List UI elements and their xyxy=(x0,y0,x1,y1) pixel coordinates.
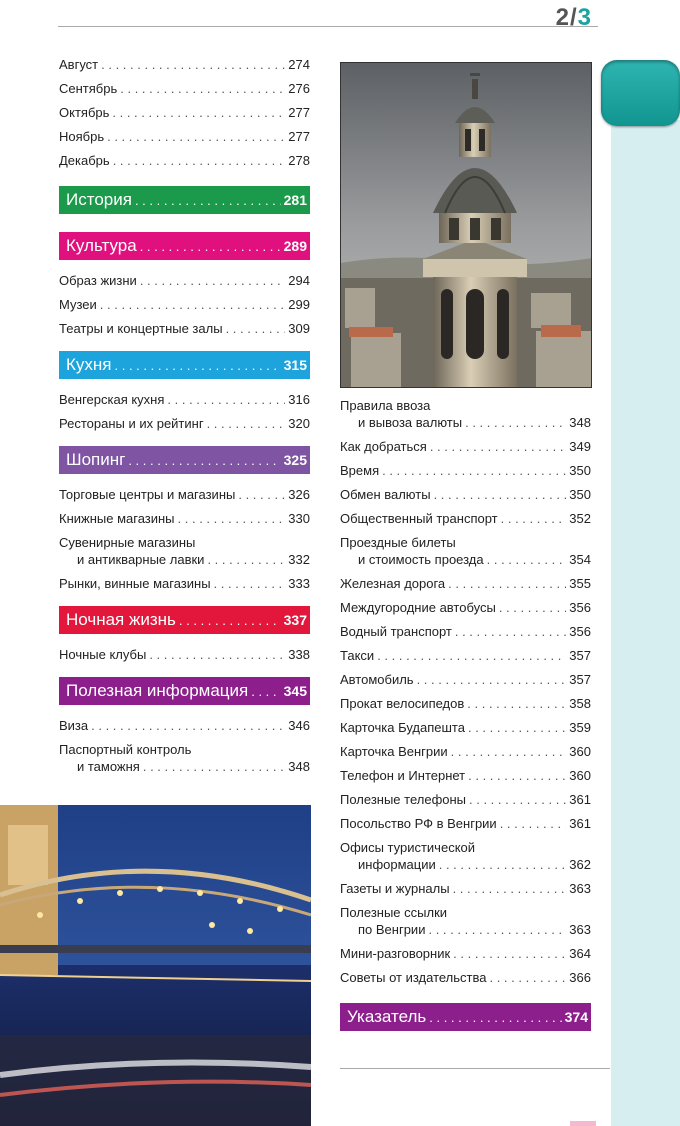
toc-entry[interactable]: Газеты и журналы . . . 363 xyxy=(340,880,591,897)
basilica-photo xyxy=(340,62,592,388)
top-rule xyxy=(58,26,598,27)
toc-entry[interactable]: Телефон и Интернет . . . 360 xyxy=(340,767,591,784)
toc-entry[interactable]: Рынки, винные магазины . . . 333 xyxy=(59,575,310,592)
toc-entry[interactable]: Виза . . . 346 xyxy=(59,717,310,734)
page-number: 2/3 xyxy=(555,4,592,31)
basilica-image xyxy=(341,63,592,388)
toc-entry[interactable]: Общественный транспорт . . . 352 xyxy=(340,510,591,527)
toc-entry[interactable]: Карточка Будапешта . . . 359 xyxy=(340,719,591,736)
toc-entry[interactable]: Обмен валюты . . . 350 xyxy=(340,486,591,503)
toc-entry[interactable]: Правила ввоза и вывоза валюты . . . 348 xyxy=(340,397,591,431)
toc-entry[interactable]: Полезные ссылки по Венгрии . . . 363 xyxy=(340,904,591,938)
toc-left-column xyxy=(59,56,310,782)
toc-entry[interactable]: Полезные телефоны . . . 361 xyxy=(340,791,591,808)
toc-entry[interactable]: Книжные магазины . . . 330 xyxy=(59,510,310,527)
toc-entry[interactable]: Офисы туристической информации . . . 362 xyxy=(340,839,591,873)
toc-entry[interactable]: Музеи . . . 299 xyxy=(59,296,310,313)
toc-entry[interactable]: Карточка Венгрии . . . 360 xyxy=(340,743,591,760)
toc-entry[interactable]: Междугородние автобусы . . . 356 xyxy=(340,599,591,616)
page-marker xyxy=(570,1121,596,1126)
side-strip xyxy=(611,120,680,1126)
toc-entry[interactable]: Проездные билеты и стоимость проезда . . . 354 xyxy=(340,534,591,568)
toc-entry[interactable]: Посольство РФ в Венгрии . . . 361 xyxy=(340,815,591,832)
section-history[interactable]: История . . . 281 xyxy=(59,186,310,214)
section-shopping[interactable]: Шопинг . . . 325 xyxy=(59,446,310,474)
toc-entry[interactable]: Время . . . 350 xyxy=(340,462,591,479)
toc-entry[interactable]: Прокат велосипедов . . . 358 xyxy=(340,695,591,712)
toc-entry[interactable]: Ноябрь . . . 277 xyxy=(59,128,310,145)
chapter-tab-button[interactable] xyxy=(601,60,680,126)
toc-entry[interactable]: Железная дорога . . . 355 xyxy=(340,575,591,592)
toc-entry[interactable]: Автомобиль . . . 357 xyxy=(340,671,591,688)
section-culture[interactable]: Культура . . . 289 xyxy=(59,232,310,260)
toc-entry[interactable]: Мини-разговорник . . . 364 xyxy=(340,945,591,962)
toc-entry[interactable]: Такси . . . 357 xyxy=(340,647,591,664)
toc-entry[interactable]: Декабрь . . . 278 xyxy=(59,152,310,169)
toc-entry[interactable]: Советы от издательства . . . 366 xyxy=(340,969,591,986)
chain-bridge-photo xyxy=(0,805,311,1126)
toc-entry[interactable]: Сувенирные магазины и антикварные лавки . . . 332 xyxy=(59,534,310,568)
toc-entry[interactable]: Октябрь . . . 277 xyxy=(59,104,310,121)
toc-entry[interactable]: Рестораны и их рейтинг . . . 320 xyxy=(59,415,310,432)
toc-entry[interactable]: Как добраться . . . 349 xyxy=(340,438,591,455)
toc-right-column xyxy=(340,397,591,1043)
section-cuisine[interactable]: Кухня . . . 315 xyxy=(59,351,310,379)
toc-entry[interactable]: Водный транспорт . . . 356 xyxy=(340,623,591,640)
bridge-image xyxy=(0,805,311,1126)
toc-entry[interactable]: Август . . . 274 xyxy=(59,56,310,73)
toc-entry[interactable]: Театры и концертные залы . . . 309 xyxy=(59,320,310,337)
section-nightlife[interactable]: Ночная жизнь . . . 337 xyxy=(59,606,310,634)
bottom-rule xyxy=(340,1068,610,1069)
toc-entry[interactable]: Образ жизни . . . 294 xyxy=(59,272,310,289)
toc-entry[interactable]: Паспортный контроль и таможня . . . 348 xyxy=(59,741,310,775)
toc-entry[interactable]: Сентябрь . . . 276 xyxy=(59,80,310,97)
toc-entry[interactable]: Ночные клубы . . . 338 xyxy=(59,646,310,663)
section-index[interactable]: Указатель . . . 374 xyxy=(340,1003,591,1031)
toc-entry[interactable]: Торговые центры и магазины . . . 326 xyxy=(59,486,310,503)
section-useful-info[interactable]: Полезная информация . . . 345 xyxy=(59,677,310,705)
toc-entry[interactable]: Венгерская кухня . . . 316 xyxy=(59,391,310,408)
